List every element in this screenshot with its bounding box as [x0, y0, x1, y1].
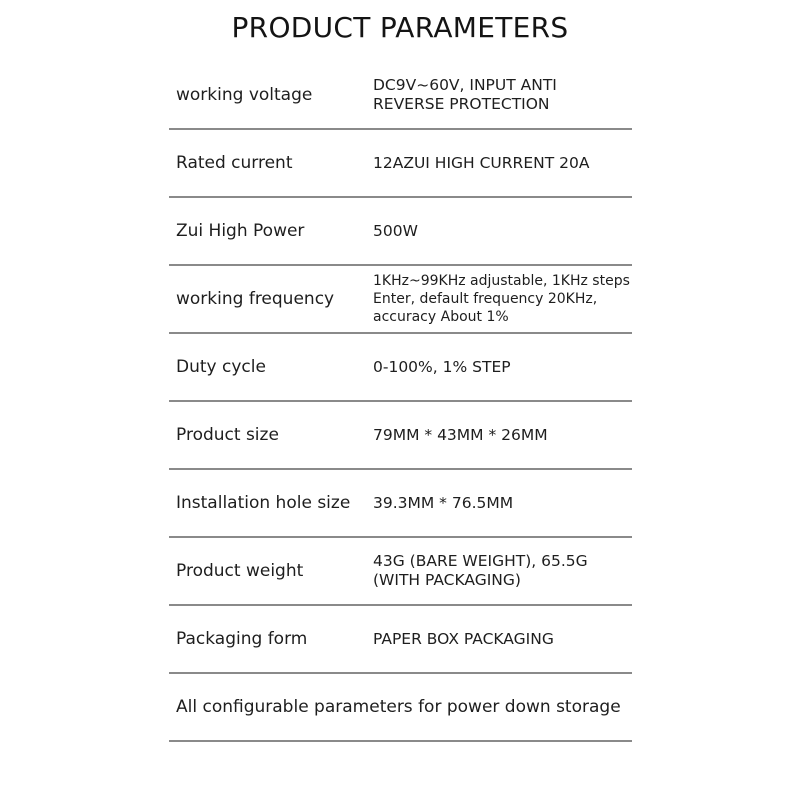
row-value: 39.3MM * 76.5MM	[373, 493, 514, 512]
table-row	[169, 402, 632, 470]
row-label: working frequency	[176, 289, 335, 309]
row-value: 1KHz~99KHz adjustable, 1KHz steps Enter, default frequency 20KHz, accuracy About 1%	[373, 273, 630, 325]
page-title: PRODUCT PARAMETERS	[231, 11, 569, 44]
table-row	[169, 470, 632, 538]
row-label: Packaging form	[176, 629, 308, 649]
row-value: 79MM * 43MM * 26MM	[373, 425, 548, 444]
table-row	[169, 130, 632, 198]
table-row	[169, 606, 632, 674]
row-value: 12AZUI HIGH CURRENT 20A	[373, 153, 590, 172]
row-label: Product size	[176, 425, 279, 445]
row-label: Installation hole size	[176, 493, 351, 513]
row-value: PAPER BOX PACKAGING	[373, 629, 554, 648]
row-value: 500W	[373, 221, 418, 240]
row-label: Product weight	[176, 561, 304, 581]
row-label: Rated current	[176, 153, 293, 173]
table-row	[169, 334, 632, 402]
row-value: DC9V~60V, INPUT ANTI REVERSE PROTECTION	[373, 76, 557, 113]
row-label: Duty cycle	[176, 357, 266, 377]
table-row	[169, 198, 632, 266]
row-value: 0-100%, 1% STEP	[373, 357, 511, 376]
footer-row	[169, 674, 632, 742]
row-label: Zui High Power	[176, 221, 305, 241]
table-row	[169, 538, 632, 606]
row-label: working voltage	[176, 85, 313, 105]
parameters-table	[169, 62, 632, 742]
footer-note: All configurable parameters for power down storage	[176, 697, 621, 717]
table-row	[169, 266, 632, 334]
row-value: 43G (BARE WEIGHT), 65.5G (WITH PACKAGING)	[373, 552, 588, 589]
table-row	[169, 62, 632, 130]
